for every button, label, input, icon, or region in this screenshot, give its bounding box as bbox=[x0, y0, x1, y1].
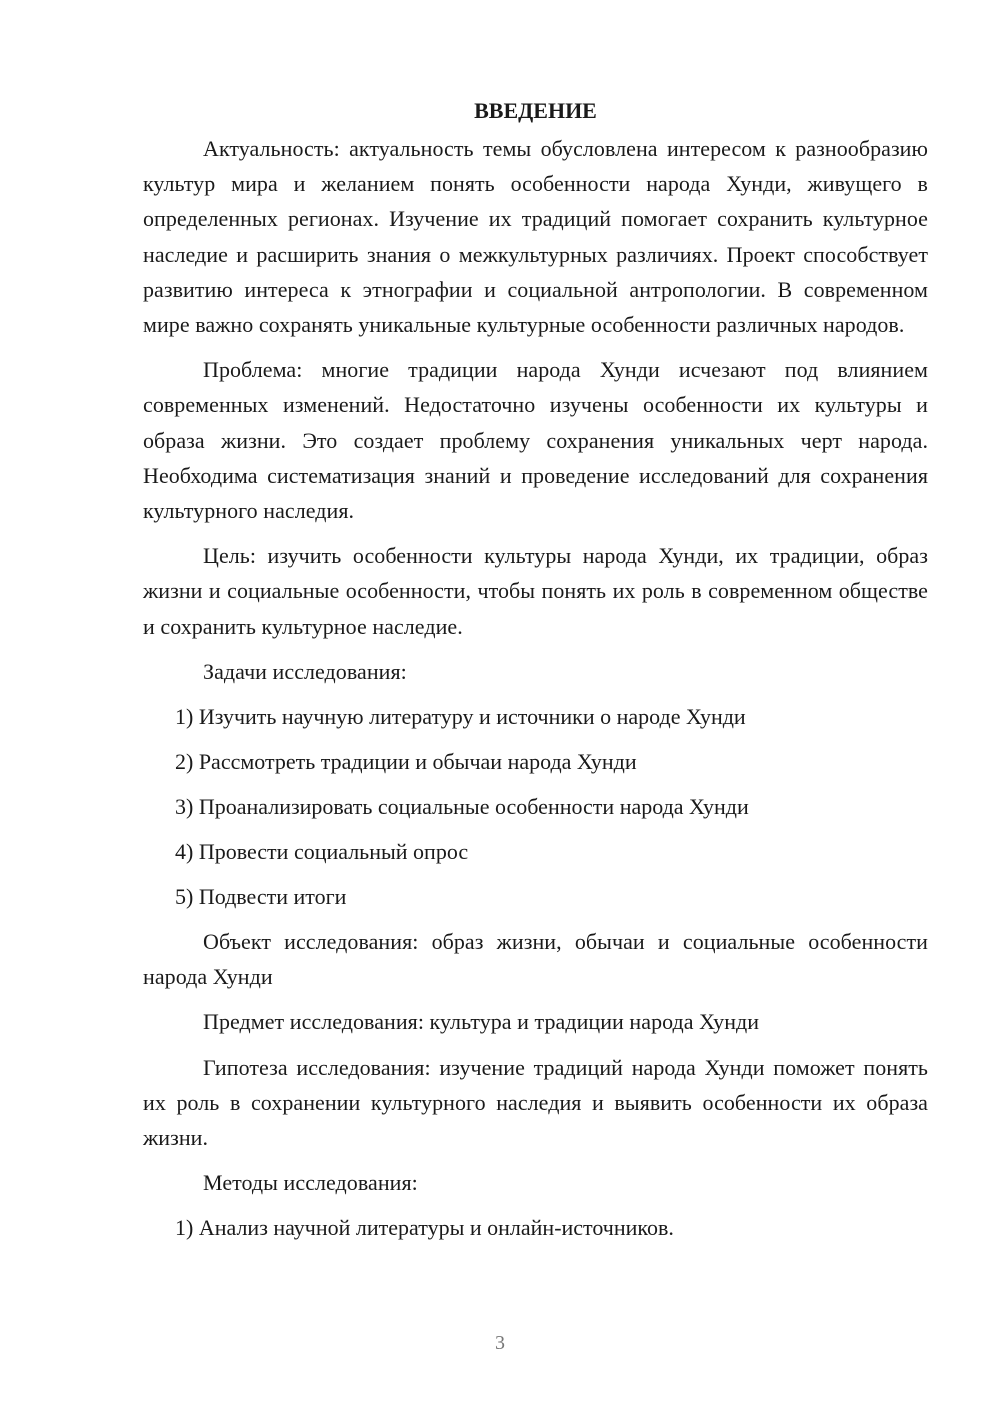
tasks-heading: Задачи исследования: bbox=[203, 658, 407, 684]
hypothesis-paragraph: Гипотеза исследования: изучение традиций народа Хунди поможет понять их роль в сохранении культурного наследия и выявить особенности их образа жизни. bbox=[143, 1054, 928, 1151]
subject-paragraph: Предмет исследования: культура и традиции народа Хунди bbox=[203, 1009, 760, 1035]
method-item-1: 1) Анализ научной литературы и онлайн-источников. bbox=[175, 1215, 674, 1241]
relevance-paragraph: Актуальность: актуальность темы обусловлена интересом к разнообразию культур мира и желанием понять особенности народа Хунди, живущего в определенных регионах. Изучение их традиций помогает сохранить культурное наследие и расширить знания о межкультурных различиях. Проект способствует развитию интереса к этнографии и социальной антропологии. В современном мире важно сохранять уникальные культурные особенности различных народов. bbox=[143, 136, 928, 338]
section-heading: ВВЕДЕНИЕ bbox=[474, 98, 597, 123]
task-item-2: 2) Рассмотреть традиции и обычаи народа Хунди bbox=[175, 749, 637, 775]
problem-paragraph: Проблема: многие традиции народа Хунди исчезают под влиянием современных изменений. Недостаточно изучены особенности их культуры и образа жизни. Это создает проблему сохранения уникальных черт народа. Необходима систематизация знаний и проведение исследований для сохранения культурного наследия. bbox=[143, 357, 928, 524]
task-item-4: 4) Провести социальный опрос bbox=[175, 839, 469, 865]
methods-heading: Методы исследования: bbox=[203, 1170, 418, 1196]
document-page bbox=[143, 93, 928, 1245]
task-item-1: 1) Изучить научную литературу и источники о народе Хунди bbox=[175, 704, 746, 730]
page-number: 3 bbox=[495, 1332, 505, 1354]
task-item-5: 5) Подвести итоги bbox=[175, 884, 347, 910]
object-paragraph: Объект исследования: образ жизни, обычаи и социальные особенности народа Хунди bbox=[143, 929, 928, 990]
task-item-3: 3) Проанализировать социальные особенности народа Хунди bbox=[175, 794, 749, 820]
goal-paragraph: Цель: изучить особенности культуры народа Хунди, их традиции, образ жизни и социальные особенности, чтобы понять их роль в современном обществе и сохранить культурное наследие. bbox=[143, 543, 928, 639]
